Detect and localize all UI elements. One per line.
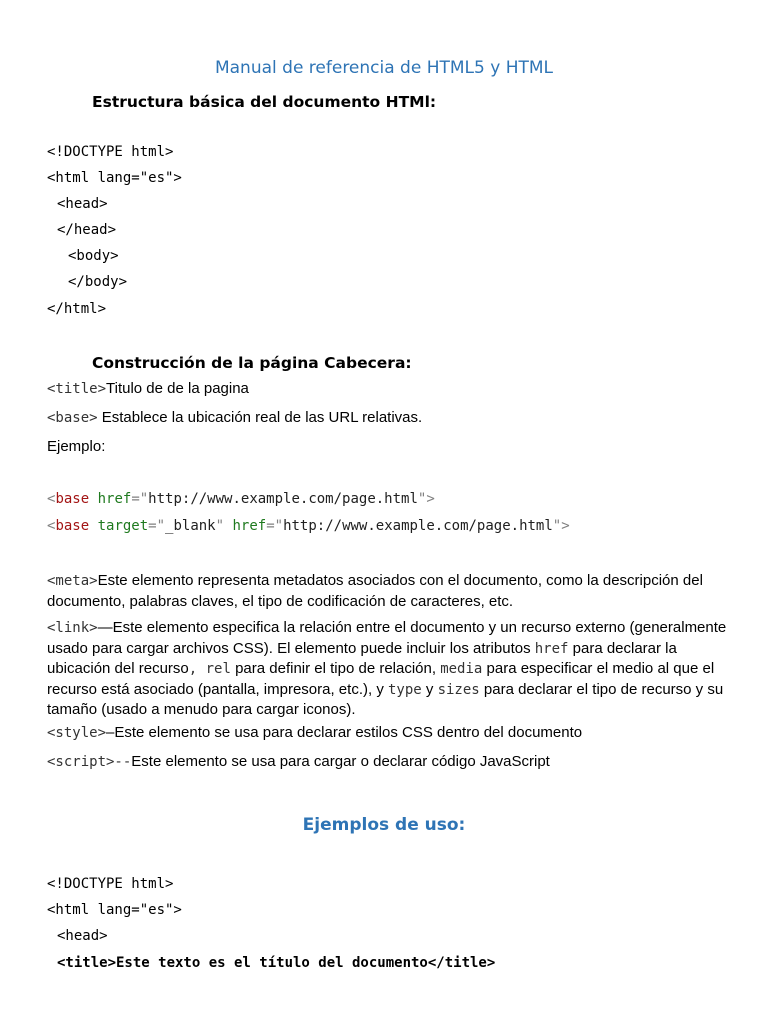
meta-paragraph — [47, 571, 727, 611]
code-token: base — [55, 518, 90, 534]
link-description: para especificar el medio al que el recurso está asociado (pantalla, impresora, etc.), y — [47, 660, 715, 698]
meta-description: Este elemento representa metadatos asociados con el documento, como la descripción del documento, palabras claves, el tipo de codificación de caracteres, etc. — [47, 572, 703, 610]
code-token: =" — [148, 518, 166, 534]
code-line: <!DOCTYPE html> — [47, 144, 174, 160]
style-description: –Este elemento se usa para declarar estilos CSS dentro del documento — [106, 724, 583, 741]
media-attr: media — [440, 661, 483, 677]
base-tag-description: Establece la ubicación real de las URL relativas. — [97, 409, 423, 426]
code-line: <body> — [68, 248, 119, 264]
section-heading-header-construction: Construcción de la página Cabecera: — [92, 354, 412, 372]
meta-tag: <meta> — [47, 573, 98, 589]
code-token: "> — [552, 518, 570, 534]
title-tag-description: Titulo de de la pagina — [106, 380, 249, 397]
base-example-2 — [47, 518, 570, 534]
type-attr: type — [388, 681, 422, 698]
rel-attr: , rel — [188, 661, 231, 677]
base-tag: <base> — [47, 410, 98, 426]
href-attr: href — [534, 640, 569, 657]
code-line: <!DOCTYPE html> — [47, 876, 174, 892]
code-token: " — [215, 518, 225, 534]
code-line: <head> — [57, 196, 108, 212]
document-title: Manual de referencia de HTML5 y HTML — [214, 58, 554, 78]
code-line: <head> — [57, 928, 108, 944]
section-heading-basic-structure: Estructura básica del documento HTMl: — [92, 93, 437, 111]
code-token: base — [55, 491, 90, 507]
code-line-bold: <title>Este texto es el título del documento</title> — [57, 955, 496, 971]
link-description: —Este elemento especifica la relación entre el documento y un recurso externo (generalmente usado para cargar archivos CSS). El elemento puede incluir los atributos — [47, 619, 727, 657]
link-description: y — [421, 680, 438, 698]
code-line: </body> — [68, 274, 128, 290]
code-token: target — [89, 518, 149, 534]
base-example-1 — [47, 491, 435, 507]
link-description: para declarar el tipo de recurso y su tamaño (usado a menudo para cargar iconos). — [47, 680, 724, 718]
code-token: http://www.example.com/page.html — [283, 518, 553, 534]
code-token: "> — [417, 491, 435, 507]
link-description: para declarar la ubicación del recurso — [47, 639, 677, 677]
title-tag: <title> — [47, 381, 107, 397]
code-token: _blank — [165, 518, 216, 534]
code-token: href — [224, 518, 267, 534]
code-line: </html> — [47, 301, 107, 317]
link-paragraph — [47, 618, 727, 720]
style-tag-line — [47, 724, 582, 741]
link-description: para definir el tipo de relación, — [230, 660, 441, 677]
code-line: </head> — [57, 222, 117, 238]
style-tag: <style> — [47, 725, 107, 741]
code-token: < — [47, 491, 56, 507]
code-token: http://www.example.com/page.html — [148, 491, 418, 507]
examples-heading: Ejemplos de uso: — [302, 815, 466, 835]
code-token: =" — [266, 518, 284, 534]
script-description: Este elemento se usa para cargar o declarar código JavaScript — [131, 753, 550, 770]
script-tag-line — [47, 753, 550, 770]
example-label: Ejemplo: — [47, 438, 106, 455]
script-tag: <script>-- — [47, 754, 132, 770]
code-line: <html lang="es"> — [47, 170, 182, 186]
code-token: < — [47, 518, 56, 534]
code-line: <html lang="es"> — [47, 902, 182, 918]
title-tag-line — [47, 380, 249, 397]
code-token: =" — [131, 491, 149, 507]
base-tag-line — [47, 409, 422, 426]
code-token: href — [89, 491, 132, 507]
link-tag: <link> — [47, 620, 98, 636]
sizes-attr: sizes — [437, 681, 480, 698]
